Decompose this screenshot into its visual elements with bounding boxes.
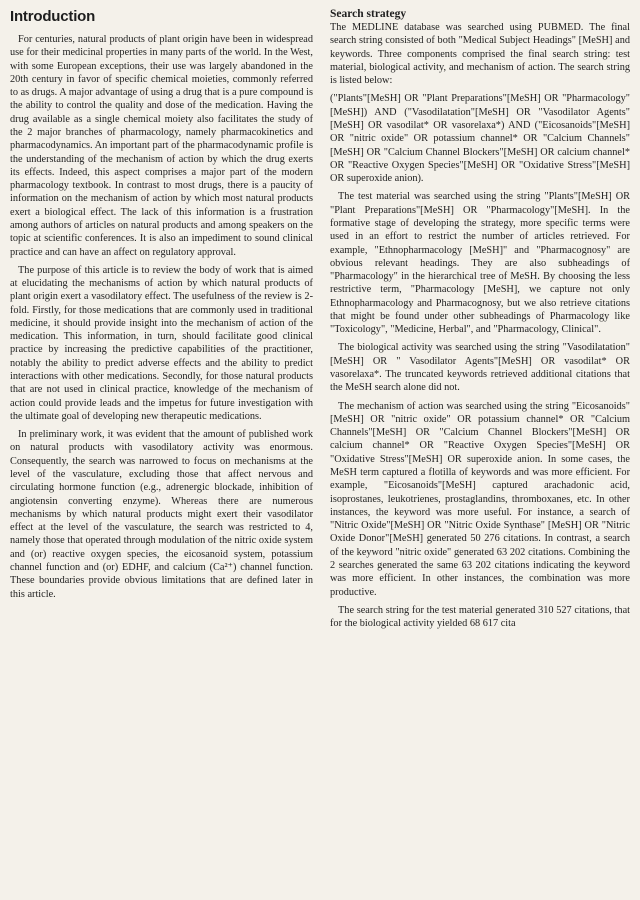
intro-paragraph-3: In preliminary work, it was evident that the amount of published work on natural products with vasodilatory activity was enormous. Consequently, the search was narrowed to focus on mechanisms at the level of the vasculature, excluding those that affect nervous and circulating hormone function (e.g., adrenergic blockade, inhibition of angiotensin converting enzyme). Whereas there are numerous mechanisms by which natural products might exert their vasodilator effect at the level of the vasculature, the search was restricted to 4, namely those that operated through modulation of the nitric oxide system and (or) reactive oxygen species, the eicosanoid system, potassium channel function and (or) EDHF, and calcium (Ca²⁺) channel function. These boundaries provide obvious limitations that are defined later in this article. <box>10 429 313 600</box>
search-paragraph-test-material: The test material was searched using the string "Plants"[MeSH] OR "Plant Preparations"[MeSH] OR "Pharmacology"[MeSH]. In the formative stage of developing the strategy, more specific terms were used in an effort to restrict the number of articles retrieved. For example, "Ethnopharmacology [MeSH]" and "Pharmacognosy" are obvious relevant headings. They are also subheadings of "Pharmacology" in the hierarchical tree of MeSH. By choosing the less restrictive term, "Pharmacology [MeSH], we capture not only Ethnopharmacology and Pharmacognosy, but we also retrieve citations that might be found under other subheadings of Pharmacology like "Toxicology", "Medicine, Herbal", and "Pharmacology, Clinical". <box>330 191 630 336</box>
search-paragraph-results: The search string for the test material generated 310 527 citations, that for the biological activity yielded 68 617 cita <box>330 604 630 630</box>
left-column <box>10 8 313 900</box>
search-string: ("Plants"[MeSH] OR "Plant Preparations"[MeSH] OR "Pharmacology"[MeSH]) AND ("Vasodilatation"[MeSH] OR "Vasodilator Agents"[MeSH] OR vasodilat* OR vasorelaxa*) AND ("Eicosanoids"[MeSH] OR "nitric oxide" OR potassium channel* OR "Calcium Channels"[MeSH] OR "Calcium Channel Blockers"[MeSH] OR calcium channel* OR "Reactive Oxygen Species"[MeSH] OR "Oxidative Stress"[MeSH] OR superoxide anion). <box>330 93 630 185</box>
section-heading-introduction: Introduction <box>10 8 96 25</box>
right-column <box>330 8 630 900</box>
section-heading-search-strategy: Search strategy <box>330 8 407 20</box>
search-paragraph-biological-activity: The biological activity was searched using the string "Vasodilatation"[MeSH] OR " Vasodilator Agents"[MeSH] OR vasodilat* OR vasorelaxa*. The truncated keywords retrieved additional citations that the MeSH search alone did not. <box>330 342 630 394</box>
intro-paragraph-1: For centuries, natural products of plant origin have been in widespread use for their medicinal properties in many parts of the world. In the West, with some European exceptions, their use was largely abandoned in the 20th century in favor of specific chemical moieties, commonly referred to as drugs. A major advantage of using a drug that is a pure compound is the ability to control the quality and dose of the medication. Having the drug available as a single chemical moiety also facilitates the study of the 2 major branches of pharmacology, namely pharmacokinetics and pharmacodynamics. An important part of the pharmacodynamic profile is the understanding of the mechanism of action by which the drug exerts its effects. Indeed, this aspect comprises a major part of the modern pharmacology textbook. In contrast to most drugs, there is a paucity of information on the mechanism of action by which most natural products exert a biological effect. The lack of this information is a frustration among authors of articles on natural products and among speakers on the topic at scientific conferences. It is also an impediment to sound clinical practice and can have an affect on regulatory approval. <box>10 34 313 258</box>
search-paragraph-1: The MEDLINE database was searched using PUBMED. The final search string consisted of both "Medical Subject Headings" [MeSH] and keywords. Three components comprised the final search string: test material, biological activity, and mechanism of action. The search string is listed below: <box>330 22 630 87</box>
intro-paragraph-2: The purpose of this article is to review the body of work that is aimed at elucidating the mechanisms of action by which natural products of plant origin exert a vasodilatory effect. The usefulness of the review is 2-fold. Firstly, for those medications that are commonly used in traditional medicine, it should provide insight into the mechanism of action of the medication. This information, in turn, should facilitate good clinical practice by increasing the predictive capabilities of the practitioner, notably the ability to predict adverse effects and the ability to predict interactions with other medications. Secondly, for those natural products that are not used in clinical practice, knowledge of the mechanism of action could provide leads and the impetus for future investigation with the ultimate goal of developing new therapeutic medications. <box>10 264 313 422</box>
search-paragraph-mechanism: The mechanism of action was searched using the string "Eicosanoids"[MeSH] OR "nitric oxide" OR potassium channel* OR "Calcium Channels"[MeSH] OR "Calcium Channel Blockers"[MeSH] OR calcium channel* OR "Reactive Oxygen Species"[MeSH] OR "Oxidative Stress"[MeSH] OR superoxide anion. In some cases, the MeSH term captured a flotilla of keywords and was more efficient. For example, "Eicosanoids"[MeSH] captured arachadonic acid, isoprostanes, leukotrienes, prostaglandins, thromboxanes, etc. In other instances, the keyword was more useful. For instance, a search of "Nitric Oxide"[MeSH] OR "Nitric Oxide Synthase" [MeSH] OR "Nitric Oxide Donor"[MeSH] generated 50 276 citations. In contrast, a search of the keyword "nitric oxide" generated 63 202 citations. Combining the 2 searches generated the same 63 202 citations indicating the keyword was more efficient. In other instances, the combination was more productive. <box>330 400 630 598</box>
